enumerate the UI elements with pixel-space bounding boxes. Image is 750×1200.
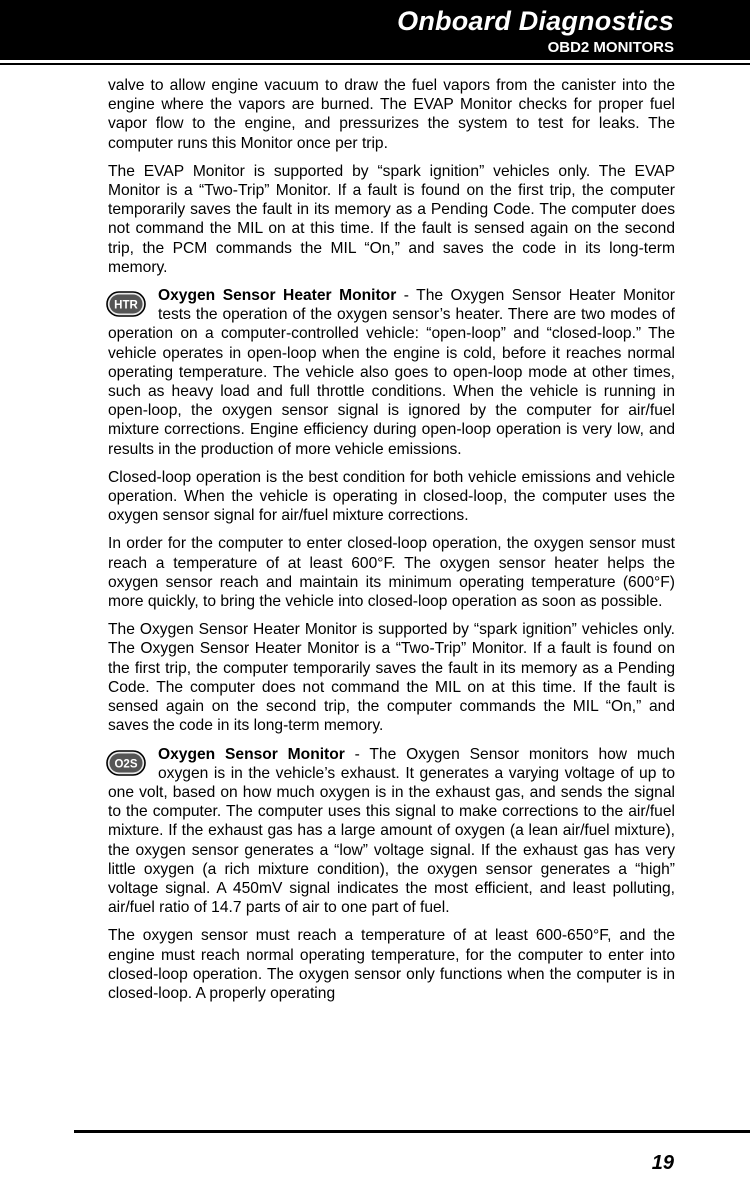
paragraph-o2-sensor-monitor [108, 745, 675, 918]
o2-sensor-monitor-title: Oxygen Sensor Monitor [158, 745, 345, 763]
paragraph-evap-two-trip: The EVAP Monitor is supported by “spark ignition” vehicles only. The EVAP Monitor is a “Two-Trip” Monitor. If a fault is found on the first trip, the computer temporarily saves the fault in its memory as a Pending Code. The computer does not command the MIL on at this time. If the fault is sensed again on the second trip, the PCM commands the MIL “On,” and saves the code in its long-term memory. [108, 162, 675, 276]
body-text [108, 76, 675, 1012]
paragraph-evap-description: valve to allow engine vacuum to draw the fuel vapors from the canister into the engine where the vapors are burned. The EVAP Monitor checks for proper fuel vapor flow to the engine, and pressurizes the system to test for leaks. The computer runs this Monitor once per trip. [108, 77, 675, 152]
paragraph-closed-loop: Closed-loop operation is the best condition for both vehicle emissions and vehicle operation. When the vehicle is operating in closed-loop, the computer uses the oxygen sensor signal for air/fuel mixture corrections. [108, 468, 675, 525]
paragraph-o2-heater-two-trip: The Oxygen Sensor Heater Monitor is supported by “spark ignition” vehicles only. The Oxygen Sensor Heater Monitor is a “Two-Trip” Monitor. If a fault is found on the first trip, the computer temporarily saves the fault in its memory as a Pending Code. The computer does not command the MIL on at this time. If the fault is sensed again on the second trip, the computer commands the MIL “On,” and saves the code in its long-term memory. [108, 621, 675, 735]
htr-icon [106, 291, 146, 317]
paragraph-o2-sensor-temperature: The oxygen sensor must reach a temperature of at least 600-650°F, and the engine must reach normal operating temperature, for the computer to enter into closed-loop operation. The oxygen sensor only functions when the computer is in closed-loop. A properly operating [108, 927, 675, 1002]
header-divider [0, 63, 750, 65]
paragraph-o2-heater-monitor [108, 286, 675, 459]
paragraph-closed-loop-temperature: In order for the computer to enter closed-loop operation, the oxygen sensor must reach a temperature of at least 600°F. The oxygen sensor heater helps the oxygen sensor reach and maintain its minimum operating temperature (600°F) more quickly, to bring the vehicle into closed-loop operation as soon as possible. [108, 535, 675, 611]
o2-heater-monitor-body: - The Oxygen Sensor Heater Monitor tests the operation of the oxygen sensor’s heater. There are two modes of operation on a computer-controlled vehicle: “open-loop” and “closed-loop.” The vehicle operates in open-loop when the engine is cold, before it reaches normal operating temperature. The vehicle also goes to open-loop mode at other times, such as heavy load and full throttle conditions. When the vehicle is running in open-loop, the oxygen sensor signal is ignored by the computer for air/fuel mixture corrections. Engine efficiency during open-loop operation is very low, and results in the production of more vehicle emissions. [108, 287, 675, 458]
o2s-icon [106, 750, 146, 776]
svg-text:HTR: HTR [114, 299, 138, 312]
o2-heater-monitor-title: Oxygen Sensor Heater Monitor [158, 287, 397, 305]
page-number: 19 [651, 1152, 674, 1174]
section-subtitle: OBD2 MONITORS [547, 39, 674, 56]
o2-sensor-monitor-body: - The Oxygen Sensor monitors how much oxygen is in the vehicle’s exhaust. It generates a varying voltage of up to one volt, based on how much oxygen is in the exhaust gas, and sends the signal to the computer. The computer uses this signal to make corrections to the air/fuel mixture. If the exhaust gas has a large amount of oxygen (a lean air/fuel mixture), the oxygen sensor generates a “low” voltage signal. If the exhaust gas has very little oxygen (a rich mixture condition), the oxygen sensor generates a “high” voltage signal. A 450mV signal indicates the most efficient, and least polluting, air/fuel ratio of 14.7 parts of air to one part of fuel. [108, 745, 676, 917]
page-title: Onboard Diagnostics [397, 6, 674, 36]
footer-divider [74, 1130, 750, 1133]
svg-text:O2S: O2S [114, 758, 138, 770]
